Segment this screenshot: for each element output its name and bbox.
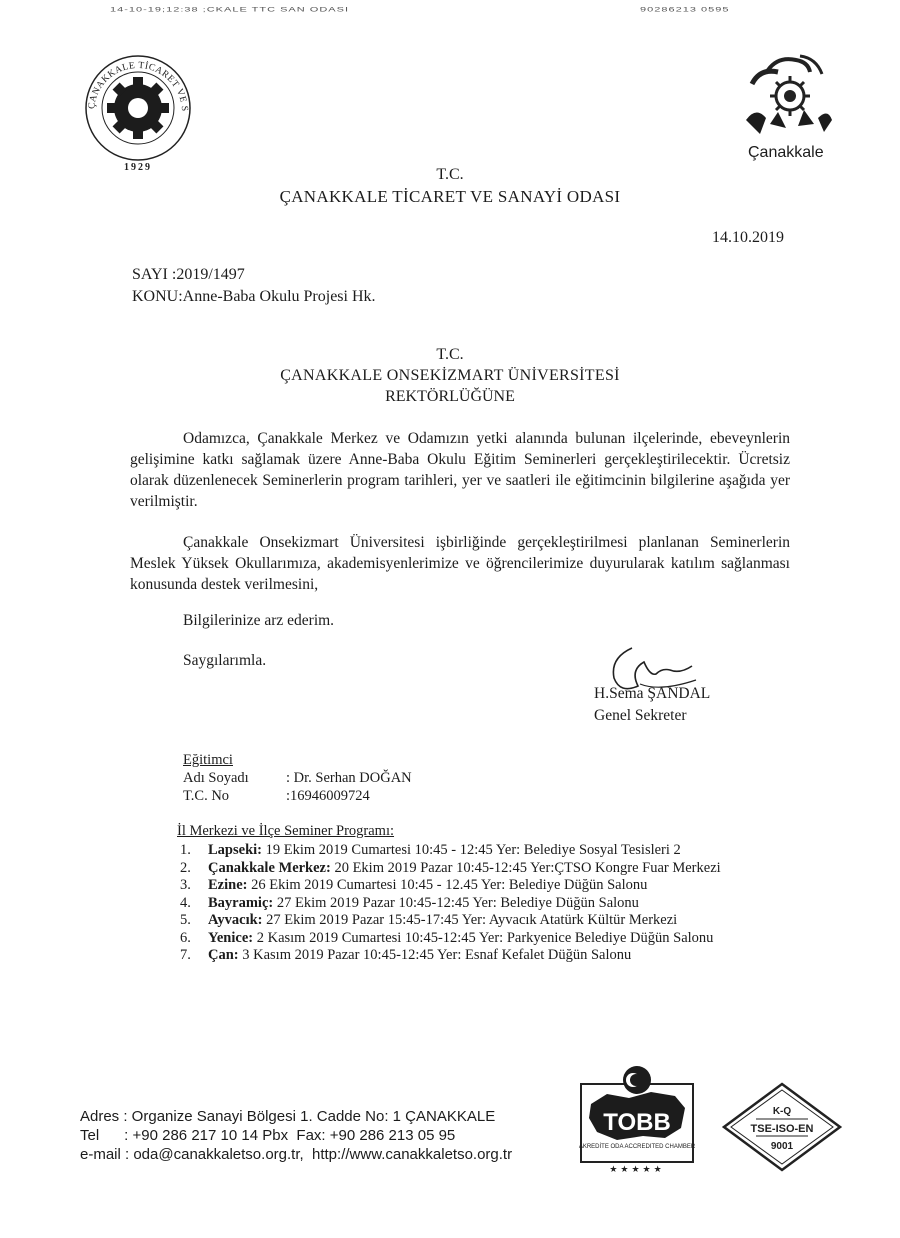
program-item-place: Yenice:: [208, 929, 254, 946]
footer-address: Adres : Organize Sanayi Bölgesi 1. Cadde No: 1 ÇANAKKALE: [80, 1108, 496, 1125]
program-title: İl Merkezi ve İlçe Seminer Programı:: [177, 823, 395, 839]
document-date: 14.10.2019: [712, 229, 784, 246]
program-item-place: Çan:: [208, 947, 239, 963]
fax-header-right: 90286213 0595: [640, 6, 730, 14]
program-item-place: Ezine:: [208, 877, 248, 893]
program-item: 2. Çanakkale Merkez: 20 Ekim 2019 Pazar 10:45-12:45 Yer:ÇTSO Kongre Fuar Merkezi: [180, 859, 721, 876]
fax-header-left: 14-10-19;12:38 ;CKALE TTC SAN ODASI: [110, 6, 349, 14]
svg-text:9001: 9001: [770, 1141, 794, 1152]
program-item-detail: 20 Ekim 2019 Pazar 10:45-12:45 Yer:ÇTSO Kongre Fuar Merkezi: [330, 859, 721, 876]
program-item-detail: 27 Ekim 2019 Pazar 15:45-17:45 Yer: Ayvacık Atatürk Kültür Merkezi: [262, 912, 678, 928]
trainer-name-label: Adı Soyadı: [183, 770, 249, 786]
program-item-detail: 2 Kasım 2019 Cumartesi 10:45-12:45 Yer: Parkyenice Belediye Düğün Salonu: [253, 929, 714, 946]
recipient-office: REKTÖRLÜĞÜNE: [385, 388, 515, 405]
program-item-place: Çanakkale Merkez:: [208, 859, 331, 876]
body-paragraph-1: Odamızca, Çanakkale Merkez ve Odamızın yetki alanında bulunan ilçelerinde, ebeveynlerin gelişimine katkı sağlamak üzere Anne-Baba Okulu Eğitim Seminerleri gerçekleştirilecektir. Ücretsiz olarak düzenlenecek Seminerlerin program tarihleri, yer ve saatleri ile eğitimcinin bilgilerine aşağıda yer verilmiştir.: [130, 430, 790, 510]
recipient-name: ÇANAKKALE ONSEKİZMART ÜNİVERSİTESİ: [280, 367, 620, 384]
program-item: 7. Çan: 3 Kasım 2019 Pazar 10:45-12:45 Yer: Esnaf Kefalet Düğün Salonu: [180, 947, 632, 963]
footer-phone: Tel : +90 286 217 10 14 Pbx Fax: +90 286 213 05 95: [80, 1127, 456, 1144]
trainer-heading-label: Eğitimci: [183, 752, 233, 768]
program-item-detail: 19 Ekim 2019 Cumartesi 10:45 - 12:45 Yer: Belediye Sosyal Tesisleri 2: [262, 842, 681, 858]
program-item-place: Ayvacık:: [208, 912, 263, 928]
city-logo-label: Çanakkale: [748, 144, 824, 161]
body-closing-info: Bilgilerinize arz ederim.: [183, 612, 335, 629]
program-item-detail: 26 Ekim 2019 Cumartesi 10:45 - 12.45 Yer: Belediye Düğün Salonu: [247, 877, 648, 893]
trainer-name-value: : Dr. Serhan DOĞAN: [286, 770, 412, 786]
subject-line: KONU:Anne-Baba Okulu Projesi Hk.: [132, 288, 376, 305]
signatory-title: Genel Sekreter: [594, 707, 687, 724]
program-item: 5. Ayvacık: 27 Ekim 2019 Pazar 15:45-17:45 Yer: Ayvacık Atatürk Kültür Merkezi: [180, 912, 678, 928]
svg-text:TSE-ISO-EN: TSE-ISO-EN: [750, 1123, 814, 1135]
program-item-detail: 3 Kasım 2019 Pazar 10:45-12:45 Yer: Esnaf Kefalet Düğün Salonu: [238, 947, 632, 963]
svg-text:1929: 1929: [124, 162, 152, 173]
trainer-heading: [183, 752, 453, 769]
recipient-tc: T.C.: [436, 346, 464, 363]
svg-text:K-Q: K-Q: [772, 1106, 792, 1117]
program-item: 6. Yenice: 2 Kasım 2019 Cumartesi 10:45-12:45 Yer: Parkyenice Belediye Düğün Salonu: [180, 929, 714, 946]
body-regards: Saygılarımla.: [183, 652, 267, 669]
reference-number: SAYI :2019/1497: [132, 266, 245, 283]
svg-text:TOBB: TOBB: [603, 1109, 671, 1136]
svg-text:★★★★★: ★★★★★: [609, 1164, 665, 1174]
trainer-id-value: :16946009724: [286, 788, 370, 804]
body-paragraph-2: Çanakkale Onsekizmart Üniversitesi işbirliğinde gerçekleştirilmesi planlanan Seminerlerin Meslek Yüksek Okullarımıza, akademisyenlerimize ve öğrencilerimize duyurularak katılım sağlanması konusunda destek verilmesini,: [130, 534, 790, 593]
svg-text:ÇANAKKALE TİCARET VE SANAYİ OD: ÇANAKKALE TİCARET VE S: [87, 60, 190, 113]
tobb-accreditation-logo: [577, 1060, 697, 1175]
trainer-id-label: T.C. No: [183, 788, 230, 804]
canakkale-city-logo: [738, 48, 838, 148]
program-item: 1. Lapseki: 19 Ekim 2019 Cumartesi 10:45 - 12:45 Yer: Belediye Sosyal Tesisleri 2: [180, 842, 681, 858]
program-item-place: Lapseki:: [208, 842, 262, 858]
header-organization: ÇANAKKALE TİCARET VE SANAYİ ODASI: [279, 187, 621, 206]
program-item: 4. Bayramiç: 27 Ekim 2019 Pazar 10:45-12:45 Yer: Belediye Düğün Salonu: [180, 894, 639, 911]
program-item: 3. Ezine: 26 Ekim 2019 Cumartesi 10:45 - 12.45 Yer: Belediye Düğün Salonu: [180, 877, 648, 893]
program-item-place: Bayramiç:: [208, 894, 274, 911]
header-tc: T.C.: [436, 166, 464, 183]
svg-text:AKREDİTE ODA ACCREDITED CHAMBE: AKREDİTE ODA ACCREDITED CHAMBER: [578, 1144, 696, 1150]
program-list: [180, 842, 820, 965]
footer-email: e-mail : oda@canakkaletso.org.tr, http://www.canakkaletso.org.tr: [80, 1146, 513, 1163]
chamber-seal-logo: [78, 50, 198, 175]
program-item-detail: 27 Ekim 2019 Pazar 10:45-12:45 Yer: Belediye Düğün Salonu: [273, 894, 639, 911]
tse-iso-certification-logo: [722, 1082, 842, 1172]
signatory-name: H.Sema ŞANDAL: [594, 685, 711, 702]
